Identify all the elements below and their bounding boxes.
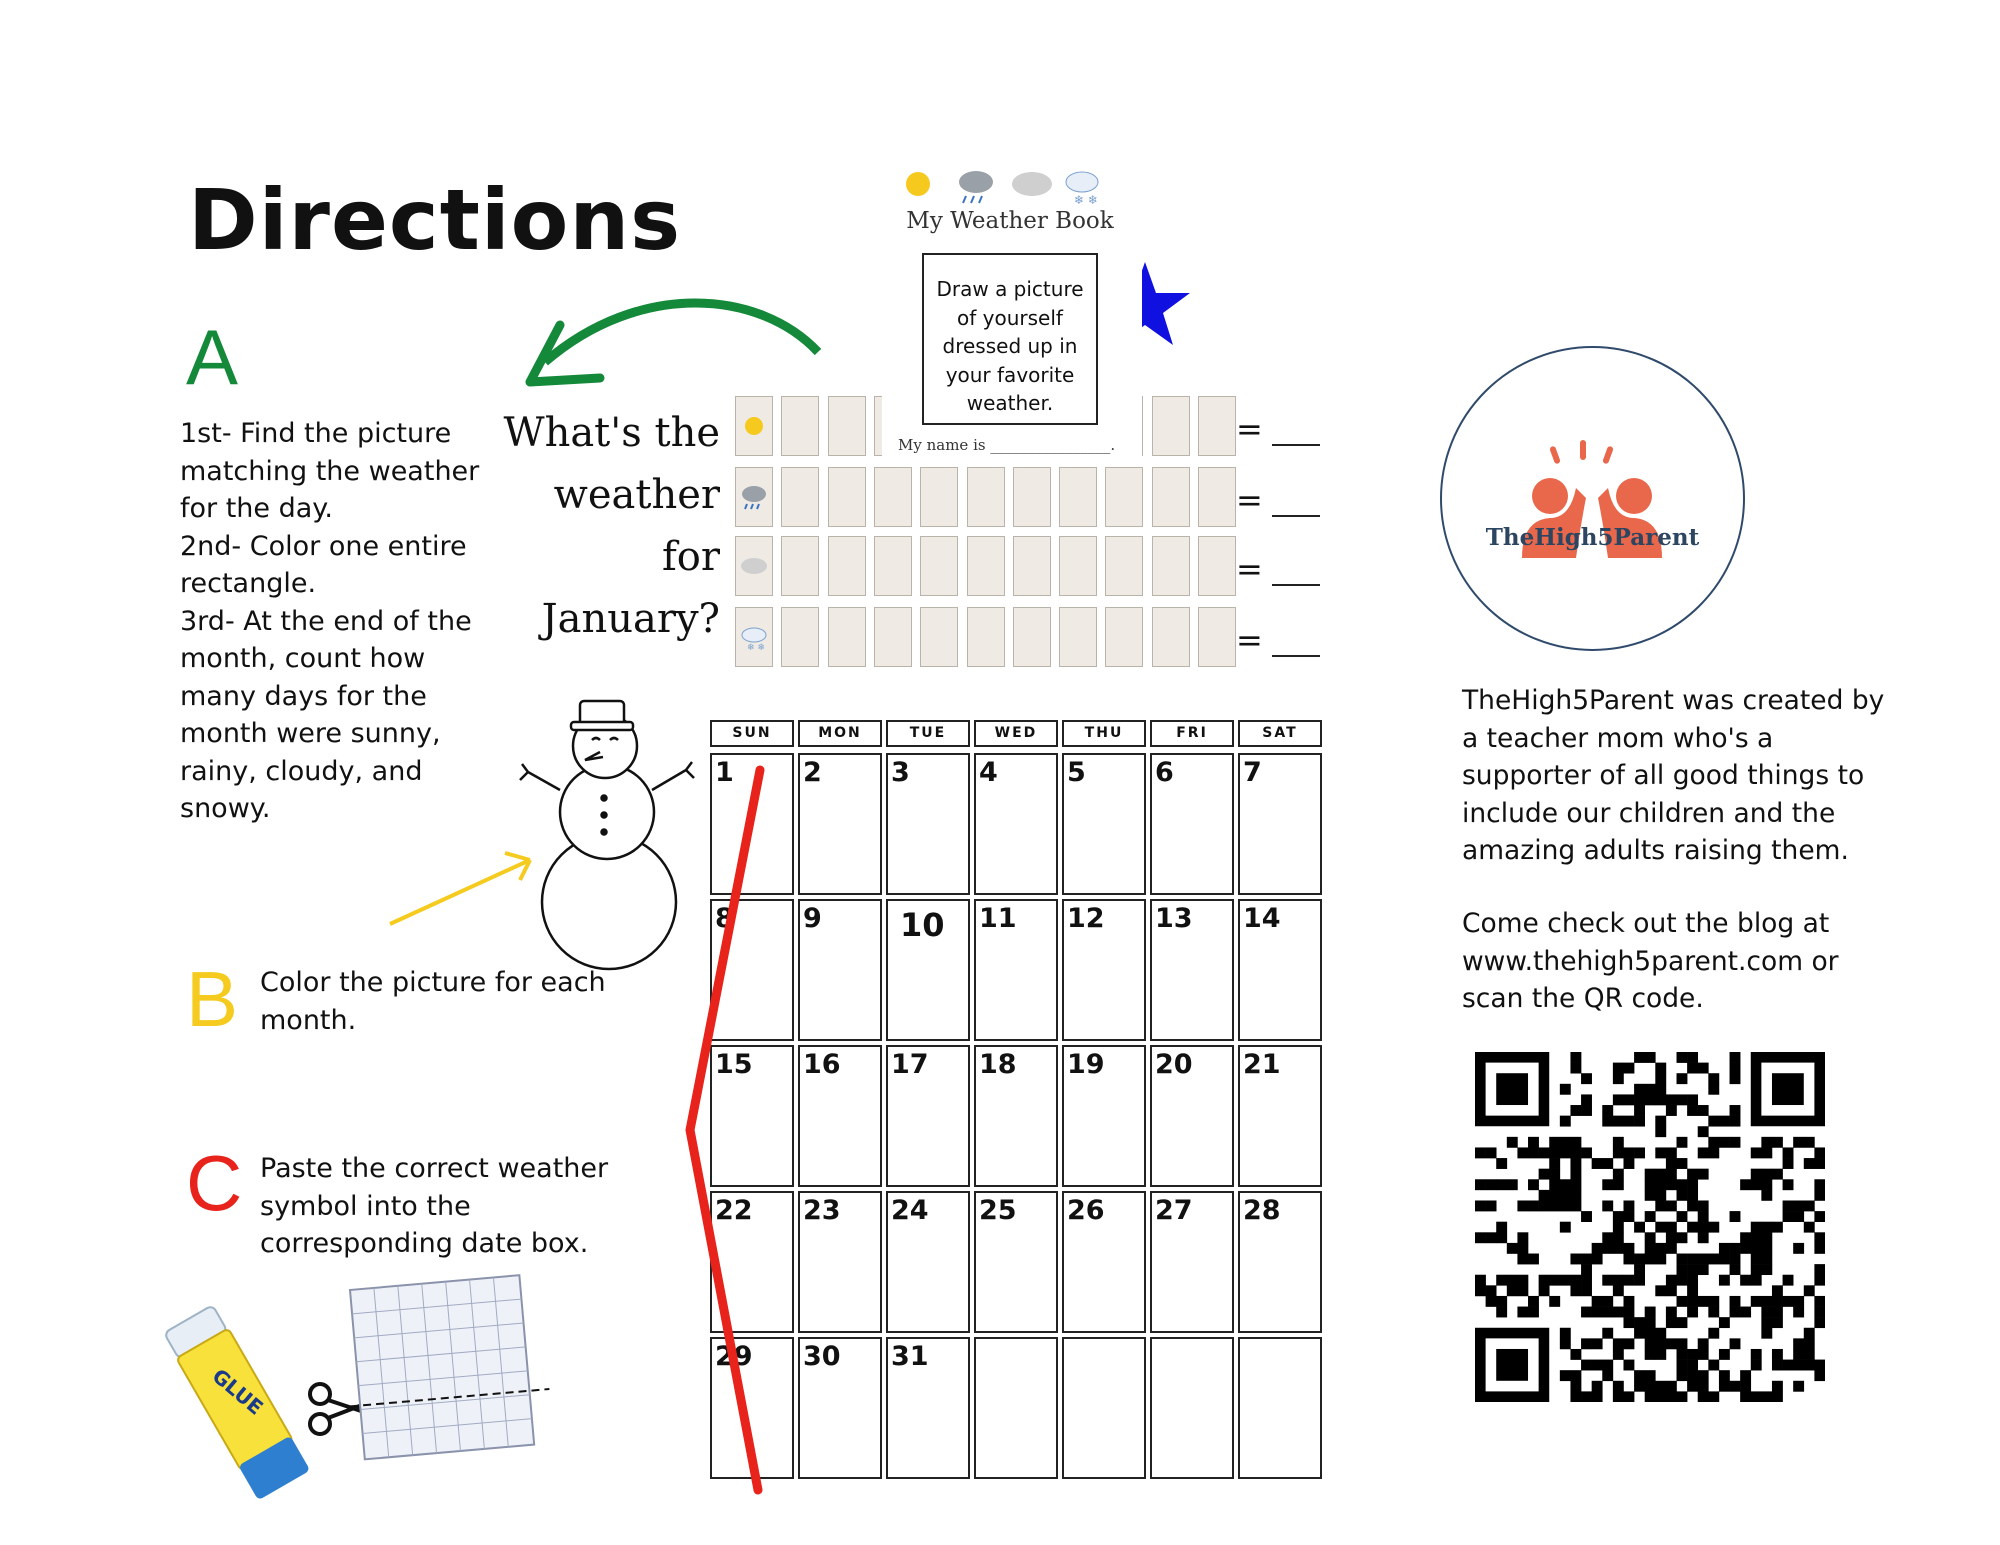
calendar-day-header: MON <box>798 720 882 747</box>
calendar-date-cell <box>1150 1337 1234 1479</box>
logo <box>1440 346 1745 651</box>
calendar-date-number: 17 <box>891 1049 929 1080</box>
calendar-date-cell <box>886 1045 970 1187</box>
calendar-date-cell <box>1062 1337 1146 1479</box>
tally-cell <box>874 607 912 667</box>
calendar-date-number: 28 <box>1243 1195 1281 1226</box>
tally-cell <box>781 467 819 527</box>
tally-cell <box>828 607 866 667</box>
calendar-date-number: 11 <box>979 903 1017 934</box>
calendar-date-cell <box>710 753 794 895</box>
calendar-date-number: 8 <box>715 903 734 934</box>
page-title: Directions <box>188 171 682 269</box>
step-a-line: for the day. <box>180 493 333 524</box>
tally-cell <box>1013 536 1051 596</box>
svg-text:❄ ❄: ❄ ❄ <box>747 643 765 653</box>
about-paragraph: TheHigh5Parent was created by a teacher mom who's a supporter of all good things to include our children and the amazing adults raising them. <box>1462 685 1885 866</box>
calendar-date-cell <box>1238 1045 1322 1187</box>
tally-question-line: What's the <box>503 410 720 456</box>
tally-cell <box>1105 607 1143 667</box>
step-a-line: 1st- Find the picture <box>180 418 452 449</box>
calendar-date-number: 14 <box>1243 903 1281 934</box>
calendar-date-number: 20 <box>1155 1049 1193 1080</box>
svg-text:GLUE: GLUE <box>207 1363 268 1420</box>
step-c-text: Paste the correct weather symbol into the corresponding date box. <box>260 1153 609 1259</box>
sun-icon <box>906 172 930 196</box>
calendar-date-cell <box>710 1337 794 1479</box>
snow-icon <box>1066 172 1098 207</box>
step-a-line: many days for the <box>180 680 427 712</box>
calendar-date-number: 12 <box>1067 903 1105 934</box>
calendar-day-header: THU <box>1062 720 1146 747</box>
tally-cell <box>967 536 1005 596</box>
calendar-date-cell <box>710 1191 794 1333</box>
calendar-date-number: 6 <box>1155 757 1174 788</box>
step-b-text: Color the picture for each month. <box>260 967 606 1036</box>
calendar-date-cell <box>886 1191 970 1333</box>
tally-equals: = <box>1236 481 1263 519</box>
calendar-date-number: 25 <box>979 1195 1017 1226</box>
calendar-date-number: 21 <box>1243 1049 1281 1080</box>
tally-cell <box>967 467 1005 527</box>
book-title: My Weather Book <box>906 208 1114 234</box>
tally-cell <box>1059 607 1097 667</box>
sticker-sheet-icon <box>340 1273 554 1460</box>
qr-code[interactable] <box>1475 1052 1825 1402</box>
calendar-day-header: SUN <box>710 720 794 747</box>
tally-icon-cell <box>735 467 773 527</box>
calendar-day-header: WED <box>974 720 1058 747</box>
rain-icon <box>738 481 770 517</box>
sun-icon <box>738 410 770 446</box>
calendar-date-cell <box>798 753 882 895</box>
calendar-date-cell <box>1062 1191 1146 1333</box>
tally-cell <box>1059 536 1097 596</box>
tally-cell <box>1198 467 1236 527</box>
calendar-date-cell <box>974 1045 1058 1187</box>
tally-cell <box>1152 607 1190 667</box>
blog-paragraph: Come check out the blog at www.thehigh5parent.com or scan the QR code. <box>1462 908 1839 1014</box>
calendar-date-cell <box>1150 1045 1234 1187</box>
calendar-date-cell <box>974 1191 1058 1333</box>
tally-equals: = <box>1236 410 1263 448</box>
calendar-date-number: 27 <box>1155 1195 1193 1226</box>
tally-cell <box>828 536 866 596</box>
calendar-date-number: 30 <box>803 1341 841 1372</box>
tally-total-blank[interactable] <box>1272 444 1320 446</box>
cloud-icon <box>1012 172 1052 196</box>
calendar-date-number: 9 <box>803 903 822 934</box>
calendar-date-cell <box>798 899 882 1041</box>
step-a-letter: A <box>186 313 239 401</box>
yellow-arrow-icon <box>390 860 530 924</box>
calendar-date-cell <box>1150 753 1234 895</box>
calendar-date-number: 22 <box>715 1195 753 1226</box>
tally-cell <box>920 467 958 527</box>
calendar-date-number: 10 <box>900 906 945 944</box>
step-a-line: 3rd- At the end of the <box>180 605 472 637</box>
tally-cell <box>1105 467 1143 527</box>
snowman-icon <box>520 701 694 969</box>
calendar-date-cell <box>1238 1191 1322 1333</box>
glue-stick-icon <box>162 1304 310 1500</box>
step-a-line: month, count how <box>180 643 426 674</box>
step-a-line: matching the weather <box>180 455 480 487</box>
calendar-date-number: 24 <box>891 1195 929 1226</box>
tally-icon-cell <box>735 396 773 456</box>
calendar-date-cell <box>798 1337 882 1479</box>
calendar-date-number: 19 <box>1067 1049 1105 1080</box>
calendar-date-number: 15 <box>715 1049 753 1080</box>
calendar-date-cell <box>1238 753 1322 895</box>
calendar-date-number: 31 <box>891 1341 929 1372</box>
tally-cell <box>967 607 1005 667</box>
calendar-date-number: 23 <box>803 1195 841 1226</box>
calendar-date-cell <box>974 753 1058 895</box>
calendar-day-header: FRI <box>1150 720 1234 747</box>
calendar-date-cell <box>710 1045 794 1187</box>
tally-cell <box>1013 607 1051 667</box>
tally-equals: = <box>1236 621 1263 659</box>
calendar-date-cell <box>974 1337 1058 1479</box>
tally-cell <box>920 607 958 667</box>
tally-cell <box>1152 396 1190 456</box>
calendar-date-number: 1 <box>715 757 734 788</box>
tally-cell <box>1059 467 1097 527</box>
calendar-date-cell <box>1062 1045 1146 1187</box>
calendar-date-cell <box>886 753 970 895</box>
rain-icon <box>959 171 993 203</box>
calendar-date-cell <box>886 899 970 1041</box>
step-a-line: rainy, cloudy, and <box>180 755 423 787</box>
tally-cell <box>828 396 866 456</box>
logo-text: TheHigh5Parent <box>1485 524 1700 551</box>
calendar-date-number: 16 <box>803 1049 841 1080</box>
step-a-line: snowy. <box>180 793 271 824</box>
step-a-line: rectangle. <box>180 568 317 599</box>
tally-cell <box>1152 536 1190 596</box>
calendar-date-number: 7 <box>1243 757 1262 788</box>
tally-cell <box>781 536 819 596</box>
book-prompt: Draw a picture of yourself dressed up in your favorite weather. <box>922 253 1098 425</box>
tally-cell <box>1198 396 1236 456</box>
calendar-day-header: SAT <box>1238 720 1322 747</box>
tally-cell <box>874 467 912 527</box>
calendar-date-cell <box>798 1045 882 1187</box>
calendar-date-cell <box>1150 899 1234 1041</box>
tally-cell <box>781 607 819 667</box>
svg-text:❄ ❄: ❄ ❄ <box>1074 193 1098 207</box>
step-c-letter: C <box>186 1139 243 1227</box>
tally-cell <box>828 467 866 527</box>
cloud-icon <box>738 550 770 586</box>
tally-icon-cell <box>735 536 773 596</box>
tally-total-blank[interactable] <box>1272 584 1320 586</box>
calendar-date-cell <box>974 899 1058 1041</box>
calendar-day-header: TUE <box>886 720 970 747</box>
calendar-date-cell <box>1150 1191 1234 1333</box>
calendar-date-number: 26 <box>1067 1195 1105 1226</box>
tally-total-blank[interactable] <box>1272 655 1320 657</box>
tally-cell <box>1152 467 1190 527</box>
step-b-letter: B <box>186 955 239 1043</box>
tally-question-line: January? <box>541 596 720 642</box>
step-a-line: month were sunny, <box>180 718 441 749</box>
snow-icon <box>738 621 770 657</box>
calendar-date-number: 18 <box>979 1049 1017 1080</box>
tally-question-line: weather <box>553 472 720 518</box>
calendar-date-number: 3 <box>891 757 910 788</box>
tally-equals: = <box>1236 550 1263 588</box>
green-arrow-icon <box>545 303 818 362</box>
calendar-date-cell <box>1062 899 1146 1041</box>
calendar-date-cell <box>1238 899 1322 1041</box>
calendar-date-number: 29 <box>715 1341 753 1372</box>
tally-total-blank[interactable] <box>1272 515 1320 517</box>
tally-cell <box>1198 607 1236 667</box>
tally-cell <box>1198 536 1236 596</box>
tally-cell <box>1105 536 1143 596</box>
book-name-line: My name is ________________. <box>898 436 1116 454</box>
calendar-date-number: 13 <box>1155 903 1193 934</box>
step-a-line: 2nd- Color one entire <box>180 530 467 562</box>
calendar-date-cell <box>1062 753 1146 895</box>
tally-cell <box>781 396 819 456</box>
calendar-date-number: 4 <box>979 757 998 788</box>
calendar-date-cell <box>886 1337 970 1479</box>
calendar-date-cell <box>1238 1337 1322 1479</box>
tally-icon-cell <box>735 607 773 667</box>
calendar-date-cell <box>798 1191 882 1333</box>
tally-cell <box>1013 467 1051 527</box>
tally-cell <box>920 536 958 596</box>
tally-question-line: for <box>661 534 720 580</box>
calendar-date-number: 2 <box>803 757 822 788</box>
tally-cell <box>874 536 912 596</box>
calendar-date-cell <box>710 899 794 1041</box>
calendar-date-number: 5 <box>1067 757 1086 788</box>
